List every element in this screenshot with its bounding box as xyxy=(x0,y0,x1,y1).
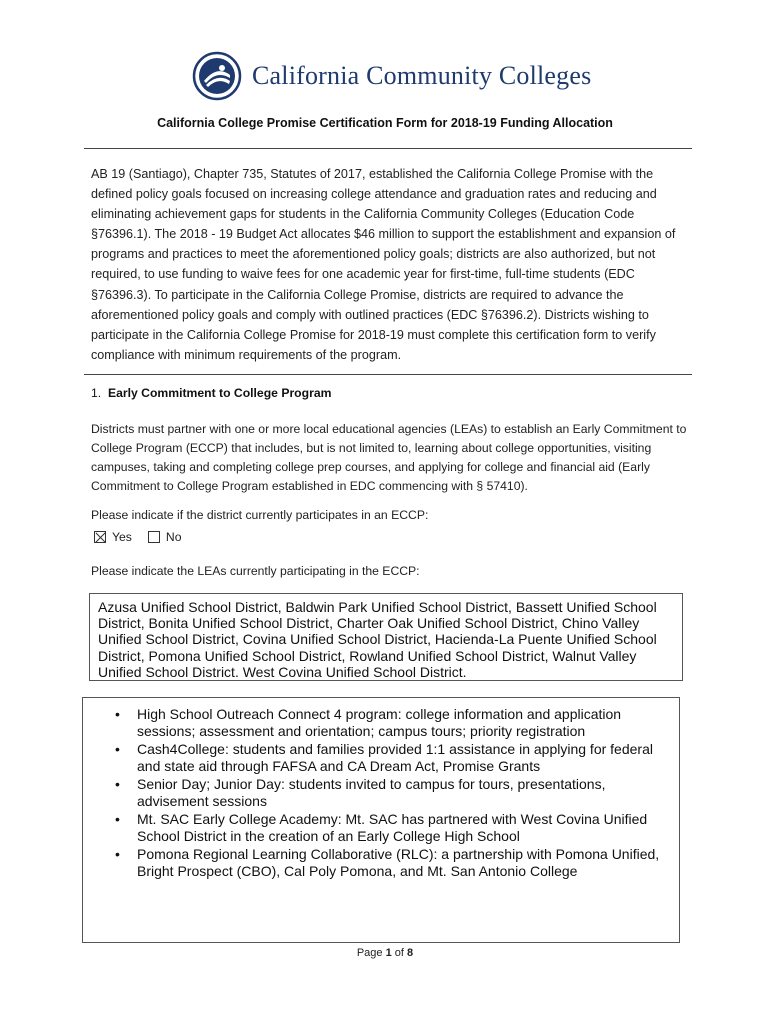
seal-icon xyxy=(192,51,242,101)
no-label: No xyxy=(165,530,182,544)
college-logo xyxy=(192,50,591,102)
document-title: California College Promise Certification Form for 2018-19 Funding Allocation xyxy=(157,116,613,130)
list-item: • High School Outreach Connect 4 program: college information and application sessions; assessment and orientation; campus tours; priority registration xyxy=(113,706,671,739)
program-list xyxy=(113,706,671,879)
no-checkbox[interactable] xyxy=(148,531,160,543)
section-description: Districts must partner with one or more local educational agencies (LEAs) to establish an Early Commitment to College Program (ECCP) that includes, but is not limited to, learning about college opportunities, visiting campuses, taking and completing college prep courses, and applying for college and financial aid (Early Commitment to College Program established in EDC commencing with § 57410). xyxy=(91,422,687,493)
eccp-options xyxy=(94,530,197,544)
section-heading xyxy=(91,386,331,400)
section-number: 1. xyxy=(91,386,102,400)
eccp-programs-field[interactable] xyxy=(82,697,680,943)
list-item: • Cash4College: students and families provided 1:1 assistance in applying for federal and state aid through FAFSA and CA Dream Act, Promise Grants xyxy=(113,741,671,774)
list-item: • Pomona Regional Learning Collaborative (RLC): a partnership with Pomona Unified, Bright Prospect (CBO), Cal Poly Pomona, and Mt. San Antonio College xyxy=(113,846,671,879)
yes-checkbox[interactable] xyxy=(94,531,106,543)
page-number: 1 xyxy=(385,947,392,959)
yes-label: Yes xyxy=(112,530,132,544)
divider-top xyxy=(84,148,692,149)
divider-mid xyxy=(84,374,692,375)
leas-answer-field[interactable]: Azusa Unified School District, Baldwin Park Unified School District, Bassett Unified School District, Bonita Unified School District, Charter Oak Unified School District, Chino Valley Unified School District, Covina Unified School District, Hacienda-La Puente Unified School District, Pomona Unified School District, Rowland Unified School District, Walnut Valley Unified School District. West Covina Unified School District. xyxy=(89,593,683,681)
page-total: 8 xyxy=(407,947,414,959)
question-leas: Please indicate the LEAs currently participating in the ECCP: xyxy=(91,564,420,578)
logo-text: California Community Colleges xyxy=(252,61,592,90)
section-title: Early Commitment to College Program xyxy=(107,386,332,400)
page-footer: Page 1 of 8 xyxy=(356,947,414,959)
question-eccp-participation: Please indicate if the district currently participates in an ECCP: xyxy=(91,508,429,522)
intro-paragraph: AB 19 (Santiago), Chapter 735, Statutes of 2017, established the California College Promise with the defined policy goals focused on increasing college attendance and graduation rates and reducing and eliminating achievement gaps for students in the California Community Colleges (Education Code §76396.1). The 2018 - 19 Budget Act allocates $46 million to support the establishment and expansion of programs and practices to meet the aforementioned policy goals; districts are also authorized, but not required, to use funding to waive fees for one academic year for first-time, full-time students (EDC §76396.3). To participate in the California College Promise, districts are required to advance the aforementioned policy goals and comply with outlined practices (EDC §76396.2). Districts wishing to participate in the California College Promise for 2018-19 must complete this certification form to verify compliance with minimum requirements of the program. xyxy=(91,167,676,362)
list-item: • Senior Day; Junior Day: students invited to campus for tours, presentations, advisement sessions xyxy=(113,776,671,809)
list-item: • Mt. SAC Early College Academy: Mt. SAC has partnered with West Covina Unified School District in the creation of an Early College High School xyxy=(113,811,671,844)
